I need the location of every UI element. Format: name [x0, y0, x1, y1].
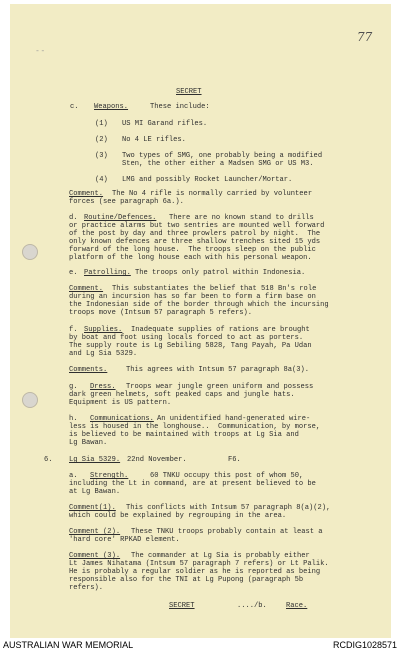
- comment-text: troops move (Intsum 57 paragraph 5 refers).: [69, 309, 253, 317]
- para-d-text: There are no known stand to drills: [169, 214, 314, 222]
- item-number: (2): [95, 136, 108, 144]
- comment-text: This substantiates the belief that 518 Bn's role: [112, 285, 317, 293]
- item-number: (1): [95, 120, 108, 128]
- para-f-text: Inadequate supplies of rations are brought: [131, 326, 310, 334]
- comment-label: Comment (2).: [69, 528, 121, 536]
- comment-text: This conflicts with Intsum 57 paragraph 8(a)(2),: [126, 504, 331, 512]
- para-e-letter: e.: [69, 269, 78, 277]
- comment-text: The commander at Lg Sia is probably either: [131, 552, 310, 560]
- para-h-text: An unidentified hand-generated wire-: [157, 415, 311, 423]
- para-h-letter: h.: [69, 415, 78, 423]
- para-g-letter: g.: [69, 383, 78, 391]
- para-c-letter: c.: [70, 103, 79, 111]
- section-date: 22nd November.: [127, 456, 187, 464]
- comment-text: which could be explained by regrouping in the area.: [69, 512, 287, 520]
- section-ref: F6.: [228, 456, 241, 464]
- comment-label: Comment.: [69, 190, 104, 198]
- para-f-letter: f.: [69, 326, 78, 334]
- comment-label: Comment (3).: [69, 552, 121, 560]
- strength-title: Strength.: [90, 472, 129, 480]
- para-c-title: Weapons.: [94, 103, 129, 111]
- footer-next: ..../b.: [237, 602, 267, 610]
- comment-text: 'hard core' RPKAD element.: [69, 536, 180, 544]
- para-g-text: Equipment is US pattern.: [69, 399, 172, 407]
- margin-mark: - -: [36, 46, 45, 55]
- comment-text: refers).: [69, 584, 104, 592]
- item-text: No 4 LE rifles.: [122, 136, 186, 144]
- archive-credit: AUSTRALIAN WAR MEMORIAL: [3, 640, 134, 650]
- strength-letter: a.: [69, 472, 78, 480]
- comment-label: Comment.: [69, 285, 104, 293]
- strength-text: including the Lt in command, are at present believed to be: [69, 480, 316, 488]
- footer-race: Race.: [286, 602, 308, 610]
- comment-text: the Indonesian side of the border through which the incursing: [69, 301, 329, 309]
- para-e-title: Patrolling.: [84, 269, 131, 277]
- comment-text: Lt James Nihatama (Intsum 57 paragraph 7 refers) or Lt Palik.: [69, 560, 329, 568]
- para-h-title: Communications.: [90, 415, 154, 423]
- para-d-letter: d.: [69, 214, 78, 222]
- para-e-text: The troops only patrol within Indonesia.: [135, 269, 306, 277]
- section-place: Lg Sia 5329.: [69, 456, 121, 464]
- comment-label: Comments.: [69, 366, 108, 374]
- footer-secret: SECRET: [169, 602, 195, 610]
- para-f-title: Supplies.: [84, 326, 123, 334]
- item-number: (3): [95, 152, 108, 160]
- comment-text: He is probably a regular soldier as he is reported as being: [69, 568, 321, 576]
- comment-text: forces (see paragraph 6a.).: [69, 198, 184, 206]
- comment-text: These TNKU troops probably contain at least a: [131, 528, 323, 536]
- item-text: US MI Garand rifles.: [122, 120, 208, 128]
- page-number: 77: [357, 30, 373, 44]
- archive-id: RCDIG1028571: [332, 640, 397, 650]
- para-f-text: by boat and foot using locals forced to act as porters.: [69, 334, 304, 342]
- para-c-intro: These include:: [150, 103, 210, 111]
- item-number: (4): [95, 176, 108, 184]
- comment-text: responsible also for the TNI at Lg Pupong (paragraph 5b: [69, 576, 304, 584]
- strength-text: 60 TNKU occupy this post of whom 50,: [150, 472, 304, 480]
- section-number: 6.: [44, 456, 53, 464]
- para-d-text: or practice alarms but two sentries are mounted well forward: [69, 222, 325, 230]
- comment-label: Comment(1).: [69, 504, 116, 512]
- para-h-text: Lg Bawan.: [69, 439, 108, 447]
- para-g-title: Dress.: [90, 383, 116, 391]
- para-h-text: is believed to be maintained with troops at Lg Sia and: [69, 431, 299, 439]
- item-text: Sten, the other either a Madsen SMG or US M3.: [122, 160, 314, 168]
- comment-text: during an incursion has so far been to form a firm base on: [69, 293, 316, 301]
- item-text: LMG and possibly Rocket Launcher/Mortar.: [122, 176, 293, 184]
- para-h-text: less is housed in the longhouse.. Communication, by morse,: [69, 423, 321, 431]
- para-d-text: platform of the long house each with his personal weapon.: [69, 254, 312, 262]
- para-d-text: only known defences are three shallow trenches sited 15 yds: [69, 238, 321, 246]
- para-d-text: of the post by day and three prowlers patrol by night. The: [69, 230, 321, 238]
- para-g-text: Troops wear jungle green uniform and possess: [126, 383, 314, 391]
- item-text: Two types of SMG, one probably being a modified: [122, 152, 323, 160]
- para-d-text: forward of the long house. The troops sleep on the public: [69, 246, 316, 254]
- header-secret: SECRET: [176, 88, 202, 96]
- para-f-text: The supply route is Lg Sebiling 5828, Tang Payah, Pa Udan: [69, 342, 312, 350]
- para-d-title: Routine/Defences.: [84, 214, 157, 222]
- strength-text: at Lg Bawan.: [69, 488, 121, 496]
- para-f-text: and Lg Sia 5329.: [69, 350, 138, 358]
- archive-credit-bar: [0, 638, 401, 653]
- comment-text: This agrees with Intsum 57 paragraph 8a(3).: [126, 366, 310, 374]
- para-g-text: dark green helmets, soft peaked caps and jungle hats.: [69, 391, 295, 399]
- comment-text: The No 4 rifle is normally carried by volunteer: [112, 190, 313, 198]
